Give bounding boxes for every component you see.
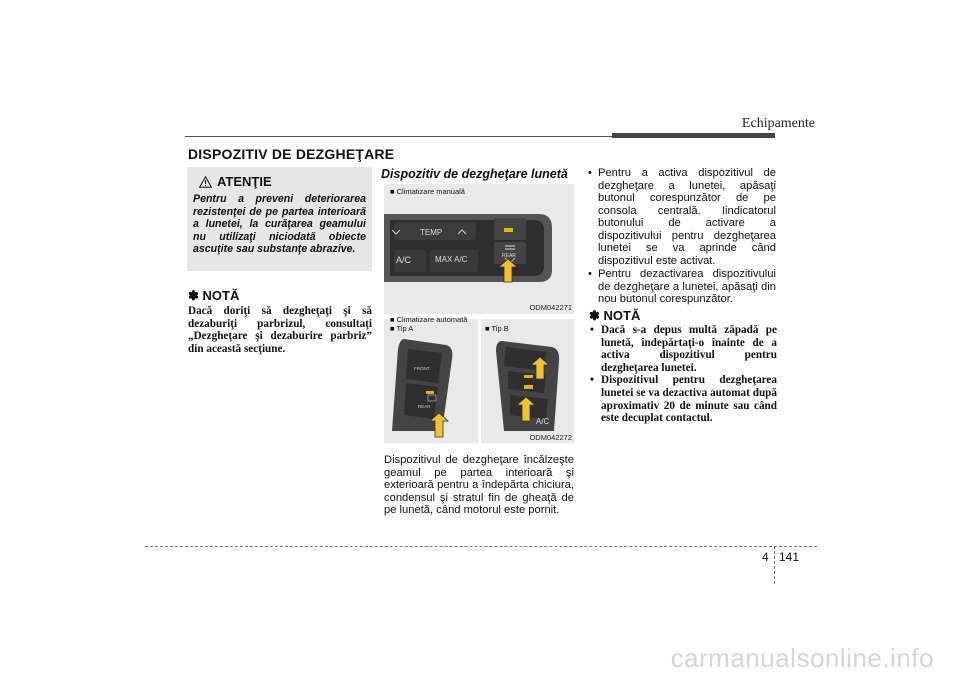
figure-code: ODM042272: [529, 433, 572, 442]
type-b-label: ■ Tip B: [485, 324, 509, 333]
ac-button-label: A/C: [396, 255, 412, 265]
instruction-list: [586, 167, 776, 307]
note-list: [589, 324, 777, 425]
watermark: carmanualsonline.info: [670, 643, 934, 673]
warning-triangle-icon: [199, 176, 212, 188]
page-number: 141: [779, 550, 800, 564]
note-text: Dacă doriţi să dezgheţaţi şi să dezaburiţi parbrizul, consultaţi „Dezgheţare şi dezaburire parbriz” din această secţiune.: [188, 305, 372, 355]
temp-label: TEMP: [420, 228, 443, 237]
rear-defroster-heading: Dispozitiv de dezgheţare lunetă: [381, 167, 568, 181]
figure-auto-climate: [384, 315, 574, 443]
figure-label: ■ Climatizare manuală: [390, 187, 465, 196]
running-header: Echipamente: [741, 116, 815, 131]
caution-box: [187, 167, 372, 271]
caution-text: Pentru a preveni deteriorarea rezistenţei de pe partea interioară a lunetei, la curăţarea geamului nu utilizaţi niciodată obiecte ascuţite sau substanţe abrazive.: [193, 193, 366, 256]
rear-defroster-description: Dispozitivul de dezgheţare încălzeşte geamul pe partea interioară şi exterioară pentru a îndepărta chiciura, condensul şi stratul fin de gheaţă de pe lunetă, când motorul este pornit.: [384, 454, 574, 516]
list-item: • Pentru dezactivarea dispozitivului de dezgheţare a lunetei, apăsaţi din nou butonul corespunzător.: [586, 268, 776, 306]
type-a-label: ■ Tip A: [390, 324, 414, 333]
caution-heading: [199, 174, 272, 189]
footer-divider: [774, 546, 775, 584]
footer-rule: [145, 546, 817, 547]
list-item: • Dispozitivul pentru dezgheţarea lunetei se va dezactiva automat după aproximativ 20 de minute sau când este decuplat contactul.: [589, 374, 777, 424]
caution-heading-text: ATENŢIE: [217, 174, 272, 189]
ac-button-label: A/C: [536, 417, 550, 426]
list-item: • Pentru a activa dispozitivul de dezgheţare a lunetei, apăsaţi butonul corespunzător de pe consola centrală. Iindicatorul butonului de activare a dispozitivului pentru dezgheţarea lunetei se va aprinde când dispozitivul este activat.: [586, 167, 776, 267]
chapter-number: 4: [762, 550, 769, 564]
max-ac-button-label: MAX A/C: [435, 255, 468, 264]
rear-button-label: REAR: [418, 404, 431, 409]
section-title: DISPOZITIV DE DEZGHEŢARE: [188, 146, 395, 162]
list-item: • Dacă s-a depus multă zăpadă pe lunetă, îndepărtaţi-o înainte de a activa dispozitivul pentru dezgheţarea lunetei.: [589, 324, 777, 374]
note-heading: ✽ NOTĂ: [188, 288, 240, 303]
figure-code: ODM042271: [529, 303, 572, 312]
front-button-label: FRONT: [414, 366, 430, 371]
manual-control-panel-illustration: [384, 184, 574, 314]
figure-manual-climate: [384, 184, 574, 314]
header-bar: [612, 133, 775, 138]
note-heading: ✽ NOTĂ: [589, 308, 641, 323]
figure-label: ■ Climatizare automată: [390, 315, 468, 324]
rear-button-label: REAR: [502, 253, 516, 259]
